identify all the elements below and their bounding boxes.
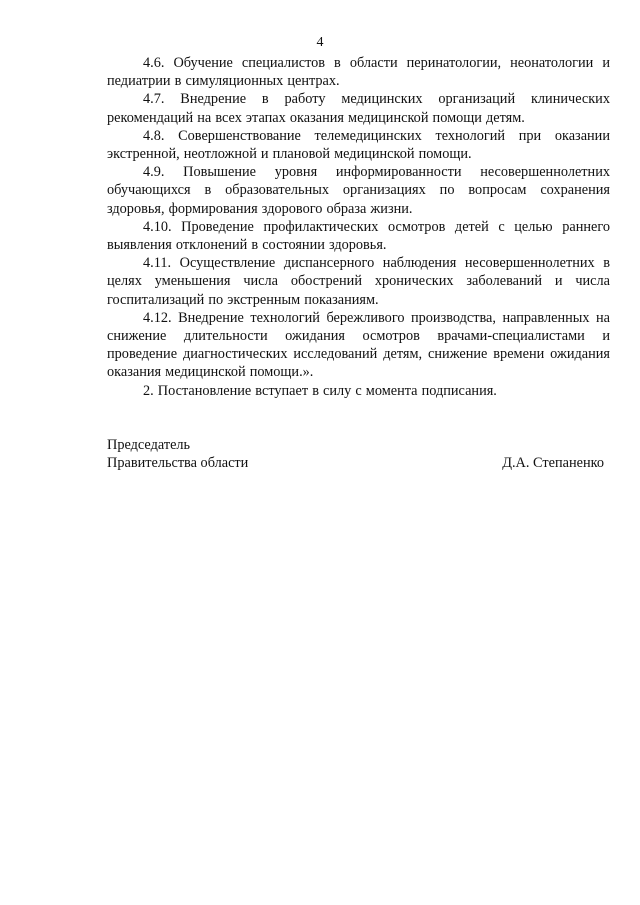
paragraph-4-7: 4.7. Внедрение в работу медицинских организаций клинических рекомендаций на всех этапах оказания медицинской помощи детям. [107,91,610,126]
paragraph-4-8: 4.8. Совершенствование телемедицинских технологий при оказании экстренной, неотложной и плановой медицинской помощи. [107,127,610,163]
signatory-title-line2: Правительства области [107,455,249,472]
signature-block [107,436,604,472]
page-number: 4 [316,35,324,50]
signatory-name: Д.А. Степаненко [502,455,604,472]
paragraph-4-11: 4.11. Осуществление диспансерного наблюдения несовершеннолетних в целях уменьшения числа обострений хронических заболеваний и числа госпитализаций по экстренным показаниям. [107,255,610,308]
paragraph-2: 2. Постановление вступает в силу с момента подписания. [143,382,497,399]
paragraph-4-9: 4.9. Повышение уровня информированности несовершеннолетних обучающихся в образовательных организациях по вопросам сохранения здоровья, формирования здорового образа жизни. [107,164,610,217]
document-body [107,54,610,400]
paragraph-4-10: 4.10. Проведение профилактических осмотров детей с целью раннего выявления отклонений в состоянии здоровья. [107,218,610,254]
paragraph-4-6: 4.6. Обучение специалистов в области перинатологии, неонатологии и педиатрии в симуляционных центрах. [107,55,610,90]
paragraph-4-12: 4.12. Внедрение технологий бережливого производства, направленных на снижение длительности ожидания осмотров врачами-специалистами и проведение диагностических исследований детям, снижение времени ожидания оказания медицинской помощи.». [107,309,610,381]
signatory-title-line1: Председатель [107,437,191,453]
